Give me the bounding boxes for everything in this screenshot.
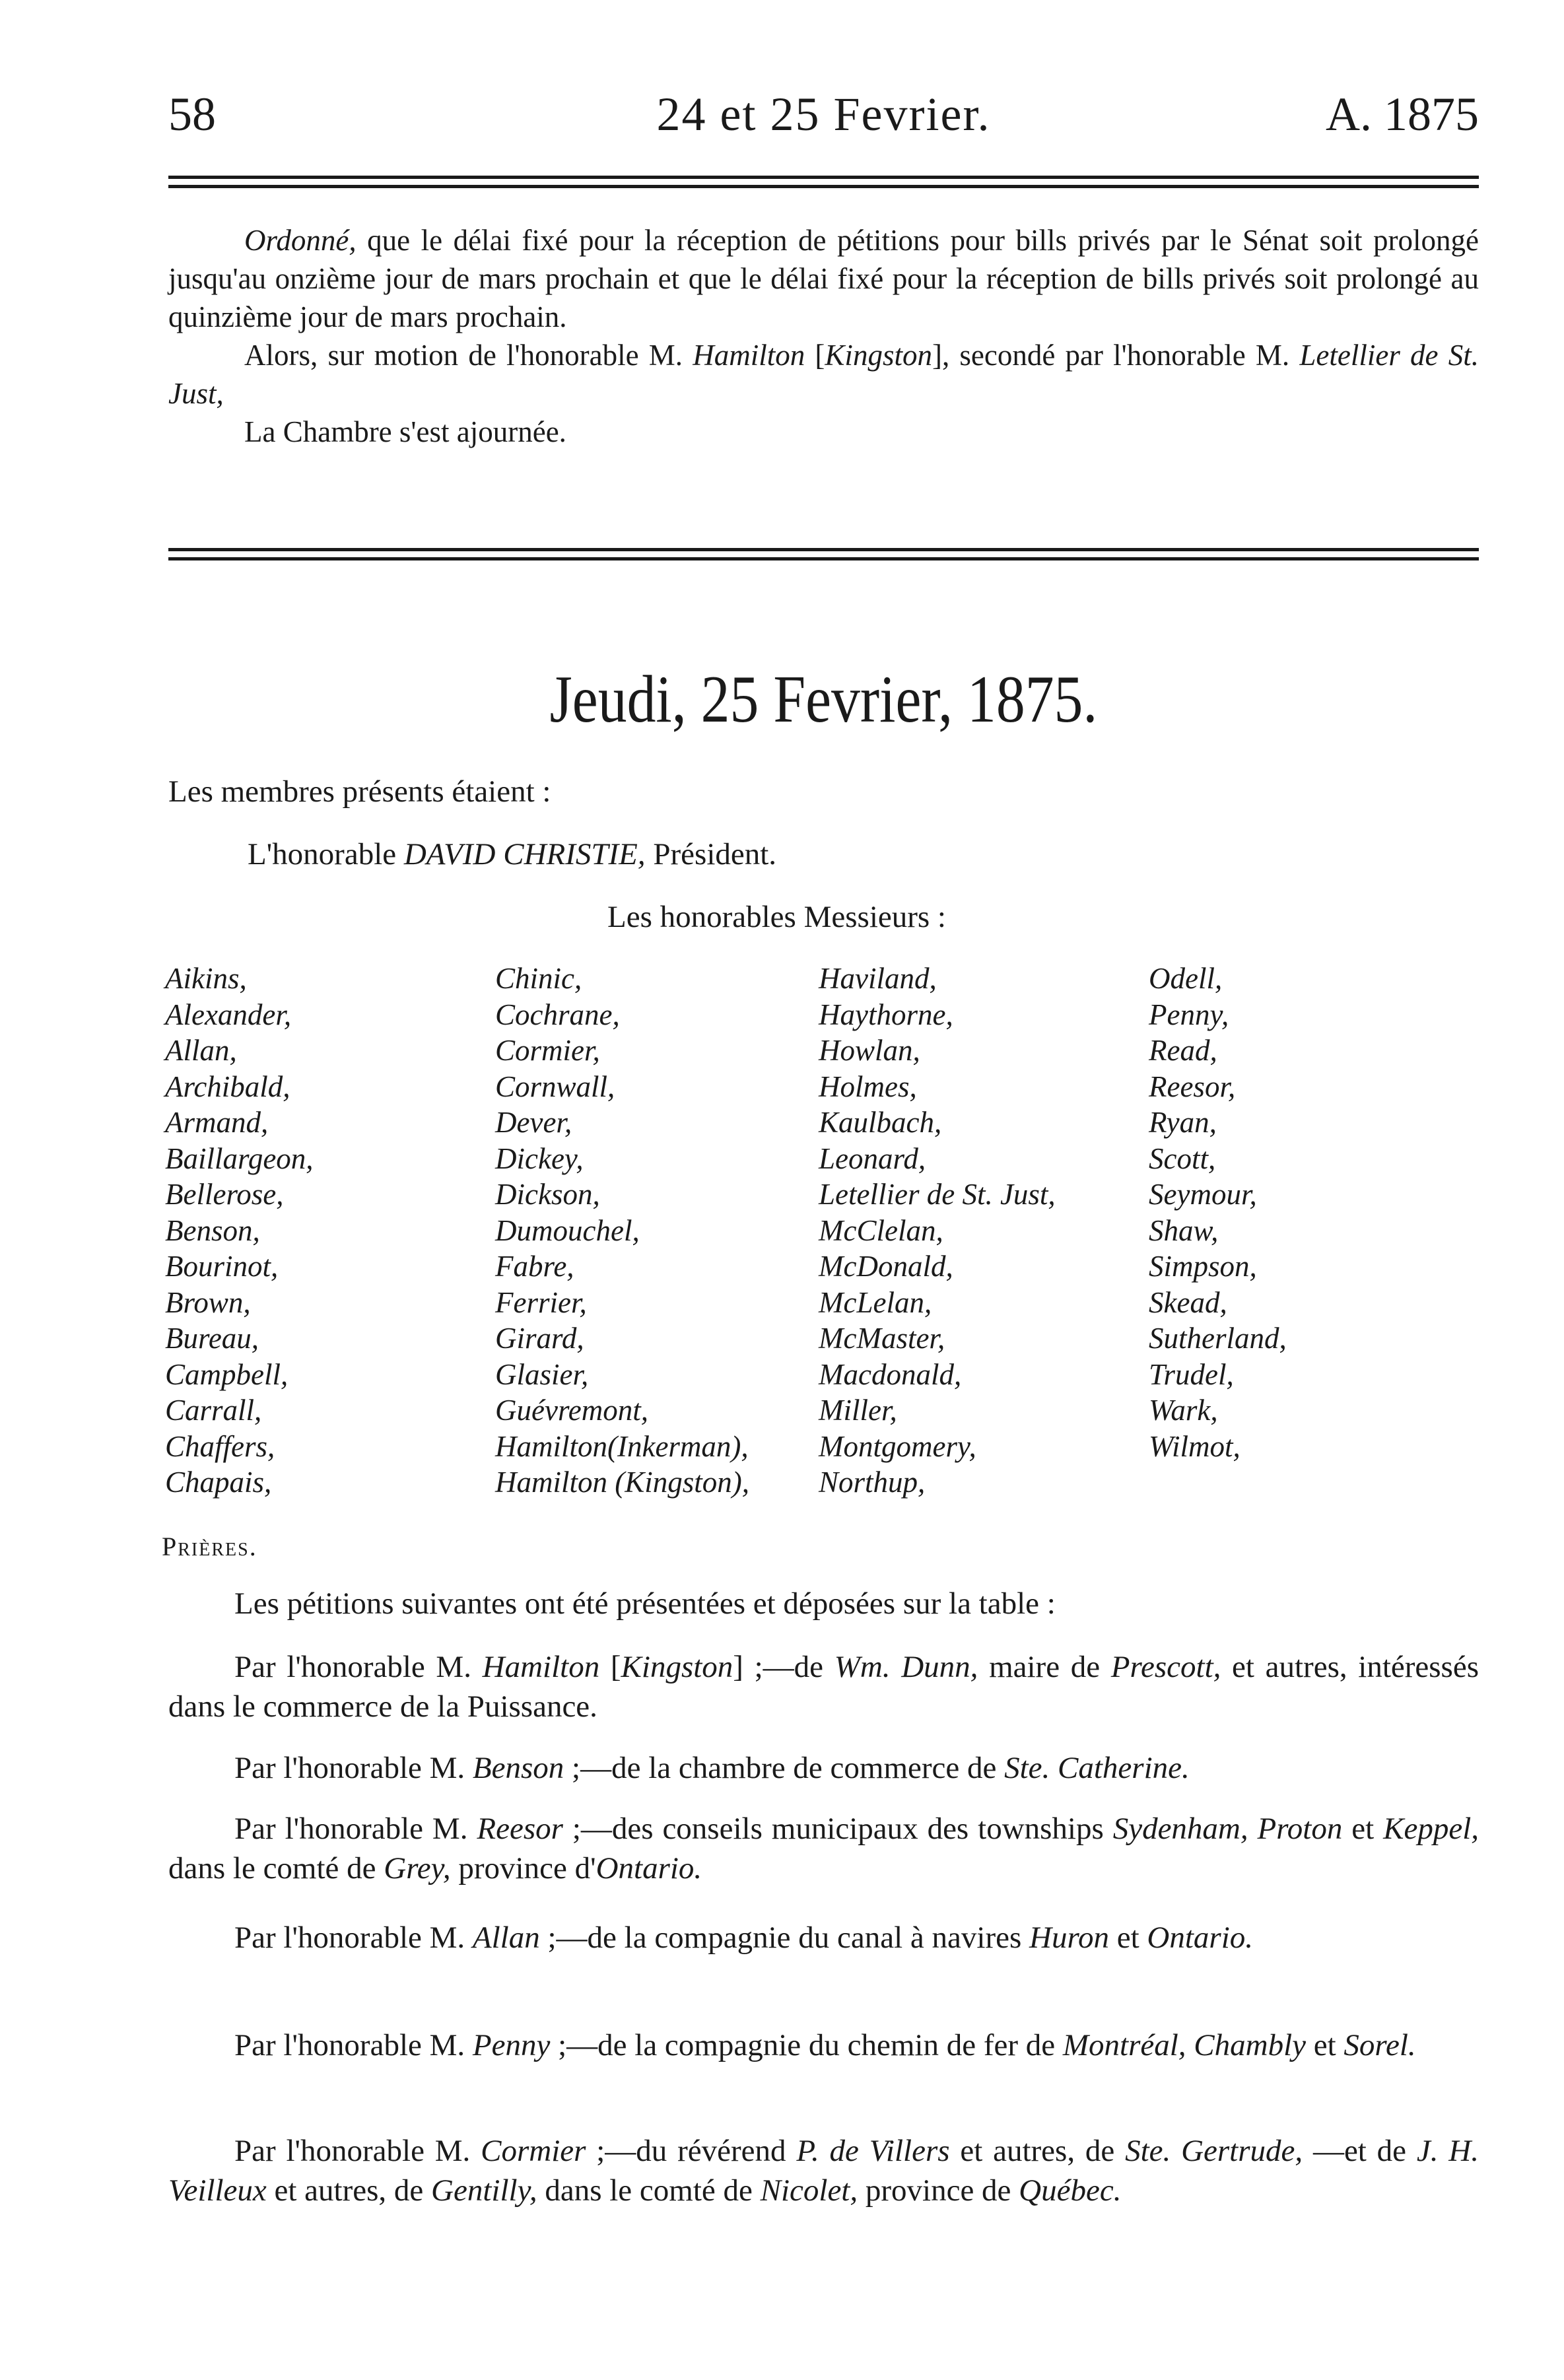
petition-6: Par l'honorable M. Cormier ;—du révérend P. de Villers et autres, de Ste. Gertrude, —et de J. H. Veilleux et autres, de Gentilly, dans le comté de Nicolet, province de Québec. <box>168 2134 1479 2208</box>
senator-name: Simpson, <box>1149 1250 1257 1283</box>
senator-name: Fabre, <box>495 1250 574 1283</box>
senator-name: Bureau, <box>165 1322 259 1355</box>
senator-name: Allan, <box>165 1034 237 1067</box>
running-head <box>168 78 1479 151</box>
senator-name: Read, <box>1149 1034 1217 1067</box>
senator-name: Haythorne, <box>819 998 953 1031</box>
senator-name: Cornwall, <box>495 1070 615 1103</box>
senator-name: Wilmot, <box>1149 1429 1241 1463</box>
senators-column-2 <box>495 961 749 1501</box>
senator-name: Brown, <box>165 1285 251 1319</box>
senator-name: Campbell, <box>165 1357 289 1391</box>
petition-4: Par l'honorable M. Allan ;—de la compagnie du canal à navires Huron et Ontario. <box>234 1921 1254 1955</box>
senator-name: Ryan, <box>1149 1106 1217 1139</box>
senator-name: Seymour, <box>1149 1178 1257 1211</box>
petition-3: Par l'honorable M. Reesor ;—des conseils municipaux des townships Sydenham, Proton et Keppel, dans le comté de Grey, province d'Ontario. <box>168 1812 1479 1886</box>
petition-1: Par l'honorable M. Hamilton [Kingston] ;—de Wm. Dunn, maire de Prescott, et autres, intéressés dans le commerce de la Puissance. <box>168 1650 1479 1724</box>
senator-name: Dickson, <box>495 1178 600 1211</box>
senator-name: Scott, <box>1149 1141 1216 1175</box>
senator-name: Guévremont, <box>495 1394 649 1427</box>
senator-name: Macdonald, <box>819 1357 962 1391</box>
petitions-intro: Les pétitions suivantes ont été présentées et déposées sur la table : <box>234 1586 1056 1621</box>
senator-name: Cochrane, <box>495 998 620 1031</box>
senator-name: Alexander, <box>165 998 292 1031</box>
senator-name: Carrall, <box>165 1394 262 1427</box>
senator-name: Hamilton (Kingston), <box>495 1466 750 1499</box>
senators-column-3 <box>819 961 1056 1501</box>
senator-name: Northup, <box>819 1466 926 1499</box>
previous-session-text <box>168 221 1479 451</box>
senator-name: McMaster, <box>819 1322 945 1355</box>
senator-name: Ferrier, <box>495 1285 587 1319</box>
senator-name: Glasier, <box>495 1357 589 1391</box>
section-rule <box>168 548 1479 561</box>
senator-name: Girard, <box>495 1322 584 1355</box>
senator-name: Howlan, <box>819 1034 920 1067</box>
senator-name: McClelan, <box>819 1213 943 1247</box>
session-title: Jeudi, 25 Fevrier, 1875. <box>549 662 1098 737</box>
senators-column-4 <box>1149 961 1287 1464</box>
senator-name: Dumouchel, <box>495 1213 640 1247</box>
senator-name: Hamilton(Inkerman), <box>495 1429 749 1463</box>
president-line: L'honorable DAVID CHRISTIE, Président. <box>248 837 777 871</box>
senator-name: Holmes, <box>819 1070 917 1103</box>
senator-name: Cormier, <box>495 1034 600 1067</box>
adjournment-line: La Chambre s'est ajournée. <box>244 415 566 448</box>
messieurs-line: Les honorables Messieurs : <box>607 900 946 934</box>
running-head-date: 24 et 25 Fevrier. <box>656 88 991 141</box>
senator-name: Haviland, <box>819 962 937 995</box>
senators-column-1 <box>165 961 314 1501</box>
senator-name: Bourinot, <box>165 1250 279 1283</box>
senator-name: Dever, <box>495 1106 572 1139</box>
senator-name: Archibald, <box>165 1070 290 1103</box>
senator-name: Reesor, <box>1149 1070 1236 1103</box>
senator-name: Skead, <box>1149 1285 1227 1319</box>
petition-5: Par l'honorable M. Penny ;—de la compagnie du chemin de fer de Montréal, Chambly et Sorel. <box>234 2028 1416 2062</box>
senator-name: Bellerose, <box>165 1178 284 1211</box>
senator-name: Baillargeon, <box>165 1141 314 1175</box>
senator-name: Chaffers, <box>165 1429 275 1463</box>
adjournment-motion: Alors, sur motion de l'honorable M. Hamilton [Kingston], secondé par l'honorable M. Letellier de St. Just, <box>168 339 1479 410</box>
senator-name: McDonald, <box>819 1250 953 1283</box>
members-intro: Les membres présents étaient : <box>168 774 551 809</box>
running-head-year: A. 1875 <box>1326 88 1479 141</box>
senator-name: Odell, <box>1149 962 1223 995</box>
ordonne-paragraph: Ordonné, que le délai fixé pour la réception de pétitions pour bills privés par le Sénat soit prolongé jusqu'au onzième jour de mars prochain et que le délai fixé pour la réception de bills privés soit prolongé au quinzième jour de mars prochain. <box>168 224 1479 333</box>
header-rule <box>168 176 1479 188</box>
prayers-heading: Prières. <box>162 1532 257 1561</box>
senator-name: Chinic, <box>495 962 582 995</box>
page-number: 58 <box>168 88 216 141</box>
senator-name: Montgomery, <box>819 1429 976 1463</box>
senator-name: Sutherland, <box>1149 1322 1287 1355</box>
senator-name: Kaulbach, <box>819 1106 942 1139</box>
senator-name: Leonard, <box>819 1141 926 1175</box>
senator-name: Wark, <box>1149 1394 1218 1427</box>
senator-name: Miller, <box>819 1394 897 1427</box>
senator-name: Shaw, <box>1149 1213 1219 1247</box>
senator-name: McLelan, <box>819 1285 932 1319</box>
senator-name: Armand, <box>165 1106 269 1139</box>
senator-name: Aikins, <box>165 962 247 995</box>
senator-name: Trudel, <box>1149 1357 1234 1391</box>
petition-2: Par l'honorable M. Benson ;—de la chambre de commerce de Ste. Catherine. <box>234 1751 1190 1785</box>
senator-name: Penny, <box>1149 998 1229 1031</box>
senator-name: Chapais, <box>165 1466 272 1499</box>
senator-name: Dickey, <box>495 1141 584 1175</box>
senator-name: Letellier de St. Just, <box>819 1178 1056 1211</box>
senator-name: Benson, <box>165 1213 260 1247</box>
